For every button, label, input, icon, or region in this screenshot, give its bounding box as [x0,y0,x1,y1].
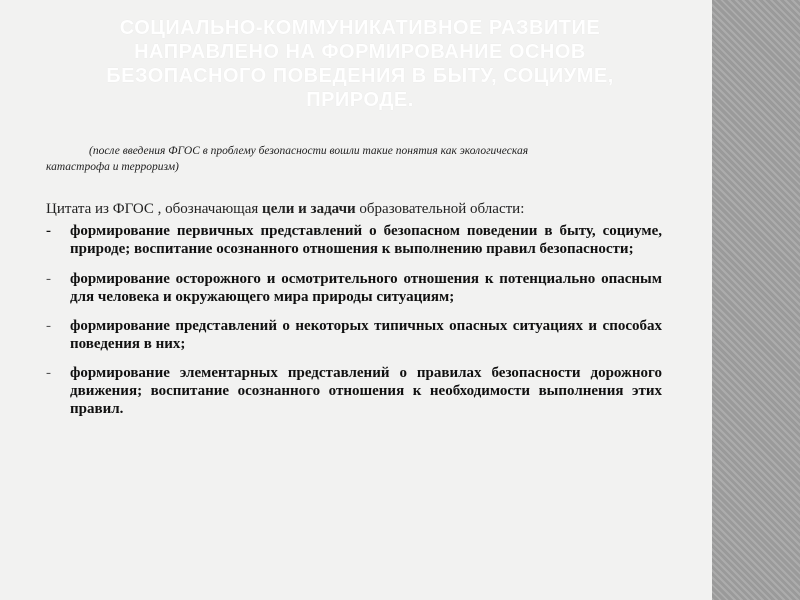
fgos-note [46,143,660,175]
list-item-text: формирование первичных представлений о безопасном поведении в быту, социуме, природе; воспитание осознанного отношения к выполнению правил безопасности; [70,223,662,257]
fgos-quote-intro [46,200,676,218]
list-item-text: формирование представлений о некоторых типичных опасных ситуациях и способах поведения в них; [70,318,662,352]
quote-prefix: Цитата из ФГОС , обозначающая [46,201,263,217]
list-item-text: формирование осторожного и осмотрительного отношения к потенциально опасным для человека и окружающего мира природы ситуациям; [70,271,662,305]
decorative-side-panel [712,0,800,600]
list-item [46,317,662,353]
list-marker: - [46,271,51,287]
list-item-text: формирование элементарных представлений о правилах безопасности дорожного движения; воспитание осознанного отношения к необходимости выполнения этих правил. [70,365,662,417]
list-marker: - [46,365,51,381]
quote-bold: цели и задачи [262,201,356,217]
list-item [46,222,662,258]
list-item [46,270,662,306]
goals-list [46,222,662,429]
list-item [46,364,662,418]
fgos-note-line1: (после введения ФГОС в проблему безопасности вошли такие понятия как экологическая [89,145,529,157]
quote-suffix: образовательной области: [355,201,525,217]
list-marker: - [46,318,51,334]
list-marker: - [46,223,51,239]
fgos-note-line2: катастрофа и терроризм) [46,161,179,173]
slide-title: СОЦИАЛЬНО-КОММУНИКАТИВНОЕ РАЗВИТИЕ НАПРАВЛЕНО НА ФОРМИРОВАНИЕ ОСНОВ БЕЗОПАСНОГО ПОВЕДЕНИЯ В БЫТУ, СОЦИУМЕ, ПРИРОДЕ. [106,17,614,111]
